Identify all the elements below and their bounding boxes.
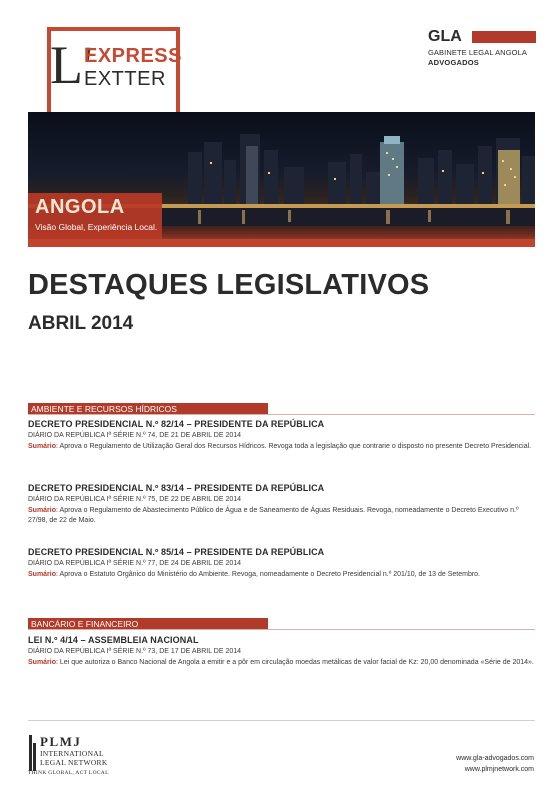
entry-source: DIÁRIO DA REPÚBLICA Iª SÉRIE N.º 74, DE 21 DE ABRIL DE 2014 [28, 432, 242, 439]
summary-label: Sumário [28, 507, 57, 514]
section-rule [28, 629, 535, 630]
plmj-line-2: LEGAL NETWORK [40, 758, 108, 767]
brand-mark: L' [50, 35, 93, 95]
plmj-tagline: THINK GLOBAL, ACT LOCAL [28, 770, 109, 776]
legislation-entry [28, 635, 535, 668]
legislation-entry [28, 547, 535, 580]
gla-bar [472, 31, 536, 43]
summary-text: Lei que autoriza o Banco Nacional de Angola a emitir e a pôr em circulação moedas metálicas de valor facial de Kz: 20,00 denominada «Série de 2014». [59, 659, 534, 666]
banner-country: ANGOLA [35, 196, 125, 218]
legislation-entry [28, 419, 535, 452]
summary-text: Aprova o Regulamento de Abastecimento Público de Água e de Saneamento de Águas Residuais. Revoga, nomeadamente o Decreto Executivo n.º 27/98, de 22 de Maio. [28, 507, 519, 524]
gla-subtitle: GABINETE LEGAL ANGOLA [428, 48, 527, 57]
entry-source: DIÁRIO DA REPÚBLICA Iª SÉRIE N.º 73, DE 17 DE ABRIL DE 2014 [28, 648, 242, 655]
gla-website-link[interactable]: www.gla-advogados.com [456, 755, 534, 762]
summary-text: Aprova o Estatuto Orgânico do Ministério do Ambiente. Revoga, nomeadamente o Decreto Presidencial n.º 201/10, de 13 de Setembro. [59, 571, 481, 578]
section-rule [28, 414, 535, 415]
plmj-name: PLMJ [40, 734, 82, 749]
summary-label: Sumário [28, 443, 57, 450]
plmj-emblem-icon [29, 735, 37, 771]
entry-title: DECRETO PRESIDENCIAL N.º 85/14 – PRESIDENTE DA REPÚBLICA [28, 547, 325, 557]
gla-title: GLA [428, 28, 462, 45]
section-heading-bancario: BANCÁRIO E FINANCEIRO [28, 618, 268, 630]
entry-source: DIÁRIO DA REPÚBLICA Iª SÉRIE N.º 75, DE 22 DE ABRIL DE 2014 [28, 496, 242, 503]
entry-title: DECRETO PRESIDENCIAL N.º 82/14 – PRESIDENTE DA REPÚBLICA [28, 419, 325, 429]
banner-tagline: Visão Global, Experiência Local. [35, 222, 158, 232]
section-heading-ambiente: AMBIENTE E RECURSOS HÍDRICOS [28, 403, 268, 415]
plmj-website-link[interactable]: www.plmjnetwork.com [464, 766, 534, 773]
summary-label: Sumário [28, 659, 57, 666]
brand-express: EXPRESS [84, 45, 182, 67]
summary-label: Sumário [28, 571, 57, 578]
footer-rule [28, 720, 535, 721]
entry-summary: Sumário: Aprova o Regulamento de Abastecimento Público de Água e de Saneamento de Águas Residuais. Revoga, nomeadamente o Decreto Executivo n.º 27/98, de 22 de Maio. [28, 507, 519, 524]
summary-text: Aprova o Regulamento de Utilização Geral dos Recursos Hídricos. Revoga toda a legislação que contrarie o disposto no presente Decreto Presidencial. [59, 443, 532, 450]
plmj-line-1: INTERNATIONAL [40, 749, 104, 758]
page-subtitle: ABRIL 2014 [28, 313, 134, 334]
entry-summary: Sumário: Lei que autoriza o Banco Nacional de Angola a emitir e a pôr em circulação moedas metálicas de valor facial de Kz: 20,00 denominada «Série de 2014». [28, 659, 534, 666]
entry-title: LEI N.º 4/14 – ASSEMBLEIA NACIONAL [28, 635, 199, 645]
brand-exxter: EXTTER [84, 68, 166, 90]
entry-title: DECRETO PRESIDENCIAL N.º 83/14 – PRESIDENTE DA REPÚBLICA [28, 483, 325, 493]
entry-summary: Sumário: Aprova o Estatuto Orgânico do Ministério do Ambiente. Revoga, nomeadamente o Decreto Presidencial n.º 201/10, de 13 de Setembro. [28, 571, 481, 578]
entry-summary: Sumário: Aprova o Regulamento de Utilização Geral dos Recursos Hídricos. Revoga toda a legislação que contrarie o disposto no presente Decreto Presidencial. [28, 443, 532, 450]
banner-stripe [28, 239, 535, 247]
entry-source: DIÁRIO DA REPÚBLICA Iª SÉRIE N.º 77, DE 24 DE ABRIL DE 2014 [28, 560, 242, 567]
gla-subtitle-2: ADVOGADOS [428, 58, 479, 67]
legislation-entry [28, 483, 535, 526]
page-title: DESTAQUES LEGISLATIVOS [28, 269, 430, 301]
